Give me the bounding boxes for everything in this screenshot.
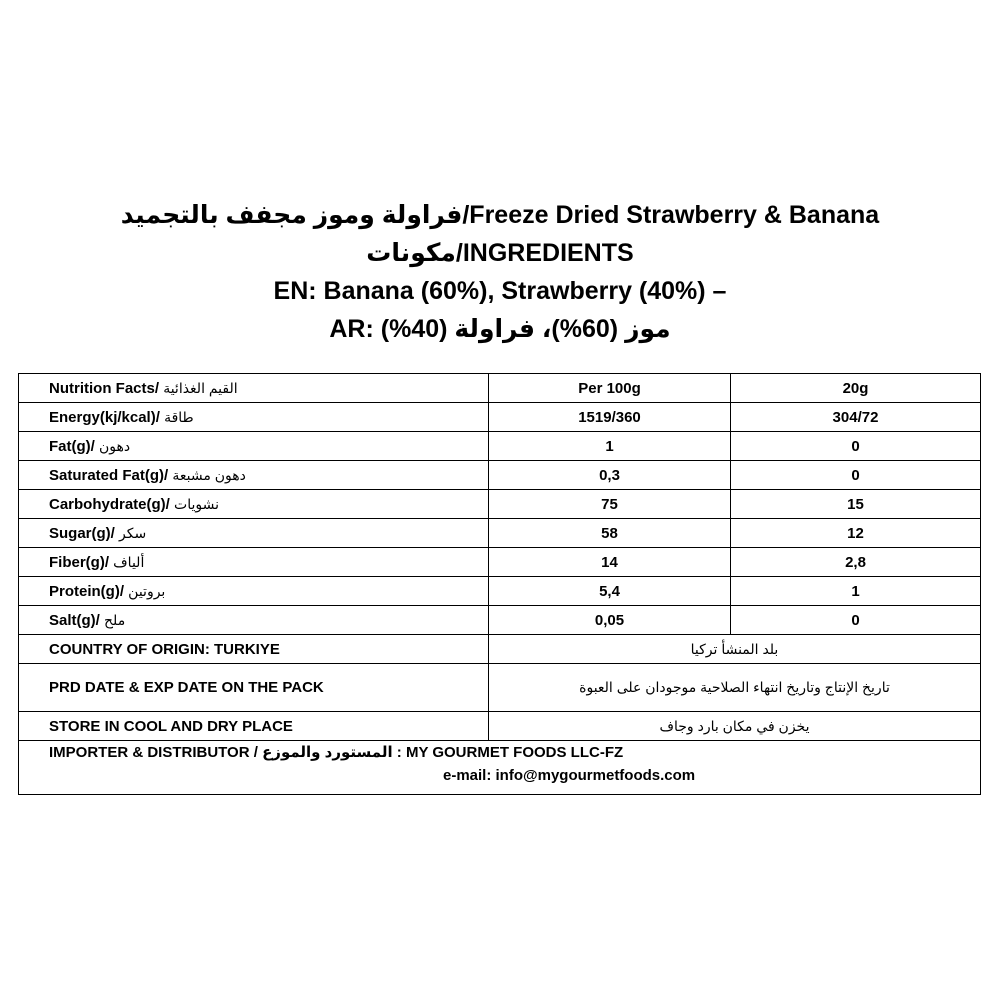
value-per-20g: 0: [731, 432, 981, 461]
value-per-20g: 0: [731, 606, 981, 635]
value-per-100g: 0,3: [489, 461, 731, 490]
nutrient-label: Salt(g)/: [49, 611, 100, 629]
nutrient-label-ar: سكر: [119, 524, 147, 541]
origin-label-ar: بلد المنشأ تركيا: [489, 635, 981, 664]
nutrient-label-ar: ألياف: [113, 553, 145, 570]
table-row: [19, 432, 981, 461]
table-row: [19, 519, 981, 548]
nutrition-facts-label: Nutrition Facts/: [49, 379, 160, 397]
storage-row: [19, 712, 981, 741]
nutrient-label: Fiber(g)/: [49, 553, 109, 571]
nutrition-facts-label-ar: القيم الغذائية: [163, 379, 238, 396]
origin-row: [19, 635, 981, 664]
ingredients-english: EN: Banana (60%), Strawberry (40%) –: [273, 277, 727, 305]
importer-row: [19, 741, 981, 795]
table-row: [19, 577, 981, 606]
nutrient-label-ar: بروتين: [128, 582, 166, 599]
importer-cell: [19, 741, 981, 795]
value-per-20g: 1: [731, 577, 981, 606]
value-per-100g: 0,05: [489, 606, 731, 635]
nutrient-label-ar: ملح: [104, 611, 126, 628]
importer-label: IMPORTER & DISTRIBUTOR / المستورد والموزع : MY GOURMET FOODS LLC-FZ: [49, 744, 624, 761]
nutrient-label: Carbohydrate(g)/: [49, 495, 170, 513]
value-per-20g: 12: [731, 519, 981, 548]
value-per-100g: 5,4: [489, 577, 731, 606]
per-100g-heading: Per 100g: [489, 374, 731, 403]
table-row: [19, 490, 981, 519]
ingredients-arabic: AR: موز (60%)، فراولة (40%): [329, 315, 671, 343]
nutrient-label: Fat(g)/: [49, 437, 95, 455]
value-per-100g: 75: [489, 490, 731, 519]
storage-label-ar: يخزن في مكان بارد وجاف: [489, 712, 981, 741]
product-title: فراولة وموز مجفف بالتجميد/Freeze Dried Strawberry & Banana: [120, 201, 880, 229]
nutrient-label: Saturated Fat(g)/: [49, 466, 169, 484]
ingredients-heading: مكونات/INGREDIENTS: [366, 239, 634, 267]
nutrient-label-ar: طاقة: [164, 408, 194, 425]
value-per-20g: 2,8: [731, 548, 981, 577]
nutrition-facts-heading: [19, 374, 489, 403]
value-per-100g: 1519/360: [489, 403, 731, 432]
nutrient-label-ar: دهون مشبعة: [172, 466, 246, 483]
value-per-20g: 15: [731, 490, 981, 519]
per-20g-heading: 20g: [731, 374, 981, 403]
value-per-20g: 304/72: [731, 403, 981, 432]
nutrition-table: [18, 373, 981, 795]
nutrient-label: Sugar(g)/: [49, 524, 115, 542]
table-row: [19, 606, 981, 635]
table-row: [19, 403, 981, 432]
nutrient-label: Energy(kj/kcal)/: [49, 408, 160, 426]
importer-email: e-mail: info@mygourmetfoods.com: [443, 767, 696, 784]
nutrient-label: Protein(g)/: [49, 582, 124, 600]
nutrient-label-ar: نشويات: [174, 495, 219, 512]
value-per-100g: 14: [489, 548, 731, 577]
table-row: [19, 461, 981, 490]
table-header-row: [19, 374, 981, 403]
table-row: [19, 548, 981, 577]
product-header: [0, 196, 1000, 348]
value-per-100g: 1: [489, 432, 731, 461]
nutrient-label-ar: دهون: [99, 437, 131, 454]
dates-row: [19, 664, 981, 712]
dates-label: PRD DATE & EXP DATE ON THE PACK: [19, 664, 489, 712]
storage-label: STORE IN COOL AND DRY PLACE: [19, 712, 489, 741]
value-per-20g: 0: [731, 461, 981, 490]
value-per-100g: 58: [489, 519, 731, 548]
origin-label: COUNTRY OF ORIGIN: TURKIYE: [19, 635, 489, 664]
dates-label-ar: تاريخ الإنتاج وتاريخ انتهاء الصلاحية موجودان على العبوة: [489, 664, 981, 712]
